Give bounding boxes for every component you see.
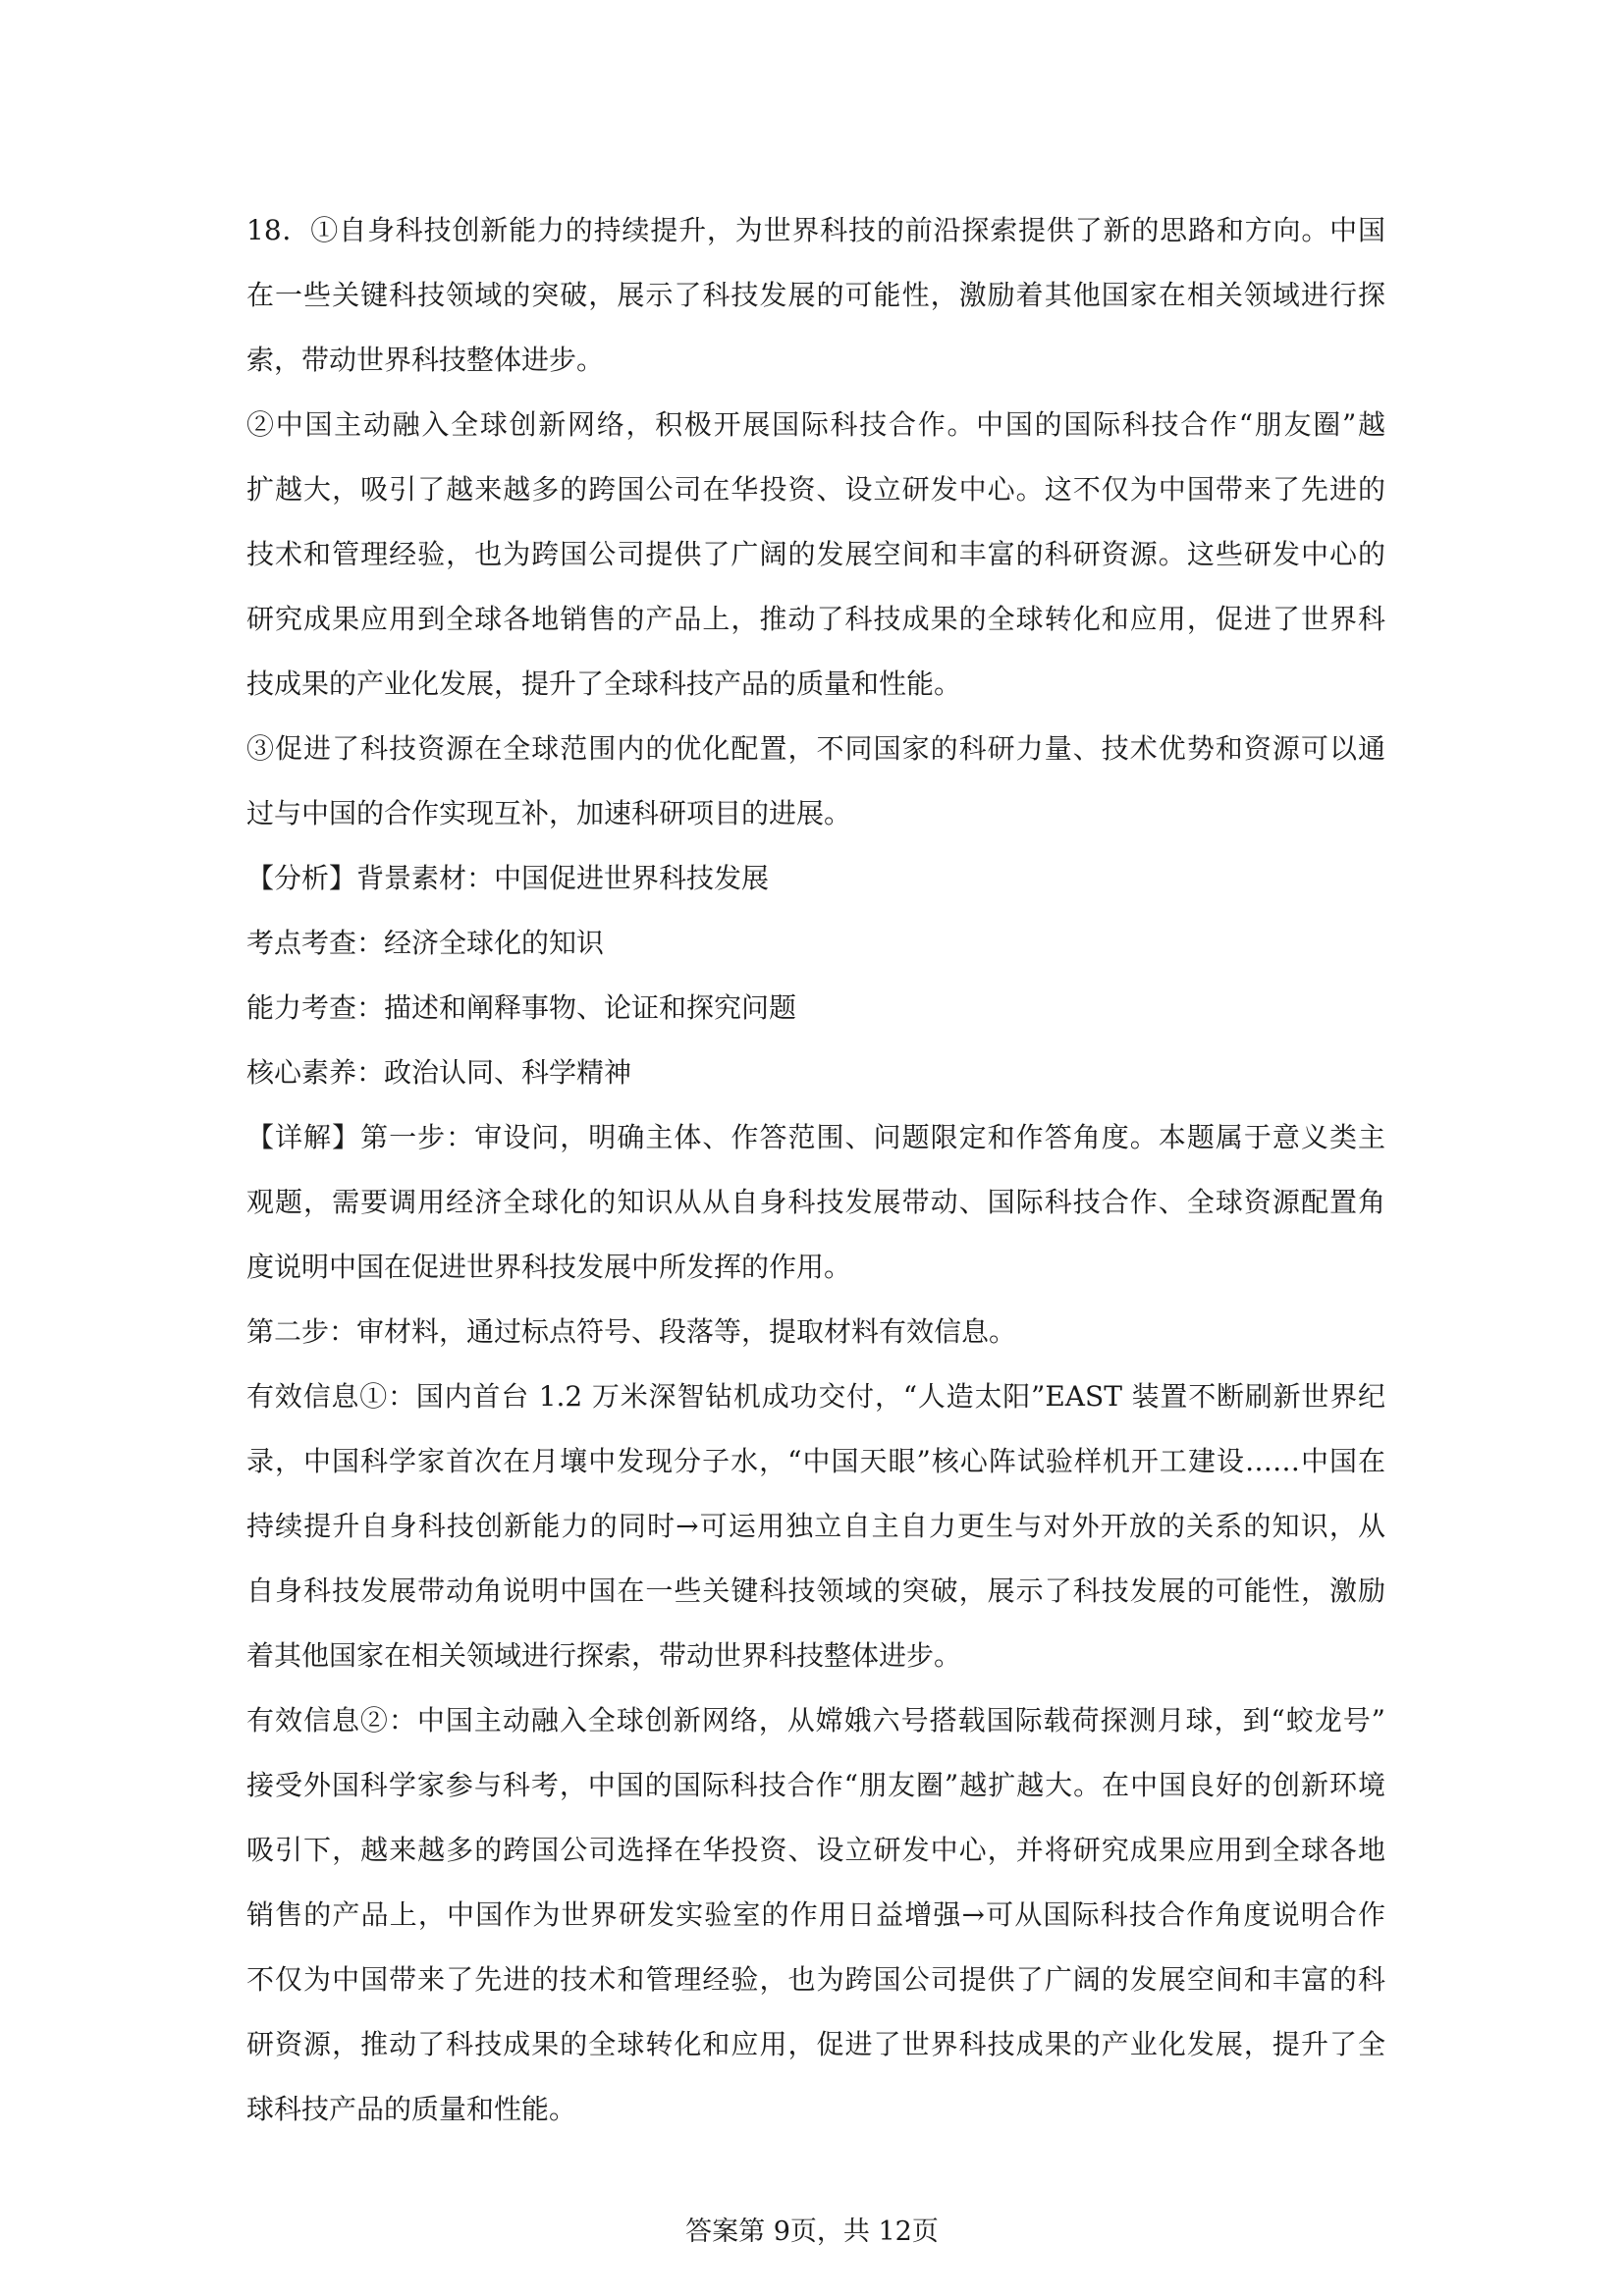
text-line: 球科技产品的质量和性能。 bbox=[246, 2093, 577, 2125]
text-line: 研究成果应用到全球各地销售的产品上，推动了科技成果的全球转化和应用，促进了世界科 bbox=[246, 603, 1385, 635]
text-line: 接受外国科学家参与科考，中国的国际科技合作“朋友圈”越扩越大。在中国良好的创新环境 bbox=[246, 1769, 1385, 1801]
text-line: 技成果的产业化发展，提升了全球科技产品的质量和性能。 bbox=[246, 667, 962, 700]
text-line: 着其他国家在相关领域进行探索，带动世界科技整体进步。 bbox=[246, 1639, 962, 1672]
text-line: 销售的产品上，中国作为世界研发实验室的作用日益增强→可从国际科技合作角度说明合作 bbox=[246, 1898, 1385, 1931]
text-line: 观题，需要调用经济全球化的知识从从自身科技发展带动、国际科技合作、全球资源配置角 bbox=[246, 1186, 1385, 1218]
text-line: ②中国主动融入全球创新网络，积极开展国际科技合作。中国的国际科技合作“朋友圈”越 bbox=[246, 408, 1385, 441]
text-line: 18．①自身科技创新能力的持续提升，为世界科技的前沿探索提供了新的思路和方向。中国 bbox=[246, 214, 1385, 246]
text-line: 第二步：审材料，通过标点符号、段落等，提取材料有效信息。 bbox=[246, 1315, 1017, 1348]
text-line: 不仅为中国带来了先进的技术和管理经验，也为跨国公司提供了广阔的发展空间和丰富的科 bbox=[246, 1963, 1385, 1996]
text-line: ③促进了科技资源在全球范围内的优化配置，不同国家的科研力量、技术优势和资源可以通 bbox=[246, 732, 1385, 765]
text-line: 在一些关键科技领域的突破，展示了科技发展的可能性，激励着其他国家在相关领域进行探 bbox=[246, 279, 1385, 311]
text-line: 能力考查：描述和阐释事物、论证和探究问题 bbox=[246, 991, 797, 1024]
text-line: 有效信息①：国内首台 1.2 万米深智钻机成功交付，“人造太阳”EAST 装置不断刷新世界纪 bbox=[246, 1380, 1385, 1413]
text-line: 过与中国的合作实现互补，加速科研项目的进展。 bbox=[246, 797, 852, 829]
text-line: 持续提升自身科技创新能力的同时→可运用独立自主自力更生与对外开放的关系的知识，从 bbox=[246, 1510, 1385, 1542]
text-line: 【分析】背景素材：中国促进世界科技发展 bbox=[246, 862, 770, 894]
answer-body bbox=[246, 198, 1385, 2142]
text-line: 扩越大，吸引了越来越多的跨国公司在华投资、设立研发中心。这不仅为中国带来了先进的 bbox=[246, 473, 1385, 506]
text-line: 录，中国科学家首次在月壤中发现分子水，“中国天眼”核心阵试验样机开工建设……中国在 bbox=[246, 1445, 1385, 1477]
page-footer: 答案第 9页，共 12页 bbox=[685, 2216, 939, 2247]
text-line: 吸引下，越来越多的跨国公司选择在华投资、设立研发中心，并将研究成果应用到全球各地 bbox=[246, 1834, 1385, 1866]
text-line: 度说明中国在促进世界科技发展中所发挥的作用。 bbox=[246, 1251, 852, 1283]
text-line: 有效信息②：中国主动融入全球创新网络，从嫦娥六号搭载国际载荷探测月球，到“蛟龙号” bbox=[246, 1704, 1385, 1736]
text-line: 技术和管理经验，也为跨国公司提供了广阔的发展空间和丰富的科研资源。这些研发中心的 bbox=[246, 538, 1385, 570]
text-line: 自身科技发展带动角说明中国在一些关键科技领域的突破，展示了科技发展的可能性，激励 bbox=[246, 1575, 1385, 1607]
text-line: 考点考查：经济全球化的知识 bbox=[246, 927, 605, 959]
text-line: 研资源，推动了科技成果的全球转化和应用，促进了世界科技成果的产业化发展，提升了全 bbox=[246, 2028, 1385, 2060]
text-line: 【详解】第一步：审设问，明确主体、作答范围、问题限定和作答角度。本题属于意义类主 bbox=[246, 1121, 1385, 1153]
text-line: 索，带动世界科技整体进步。 bbox=[246, 344, 605, 376]
text-line: 核心素养：政治认同、科学精神 bbox=[246, 1056, 632, 1089]
